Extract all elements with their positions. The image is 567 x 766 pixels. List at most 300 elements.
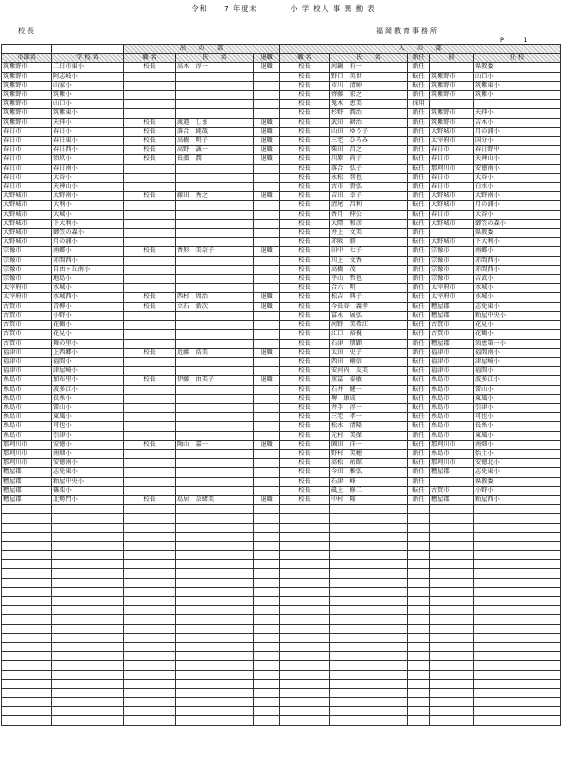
cell-out-name <box>176 367 254 376</box>
cell-in-post: 校長 <box>280 192 330 201</box>
cell-prev-school: 大谷小 <box>474 210 561 219</box>
cell-out-post <box>124 275 176 284</box>
cell-school: 粕屋中央小 <box>52 477 124 486</box>
cell-in-name: 赤阪 勝 <box>330 238 408 247</box>
table-row <box>2 348 561 357</box>
cell-in-post: 校長 <box>280 321 330 330</box>
cell-city: 大野城市 <box>2 238 52 247</box>
cell-in-post: 校長 <box>280 413 330 422</box>
cell-out-post: 校長 <box>124 63 176 72</box>
empty-row <box>2 670 561 679</box>
cell-in-post: 校長 <box>280 109 330 118</box>
cell-in-post: 校長 <box>280 394 330 403</box>
cell-prev-city: 筑紫野市 <box>430 109 474 118</box>
cell-city: 筑紫野市 <box>2 118 52 127</box>
empty-row <box>2 505 561 514</box>
cell-out-name <box>176 486 254 495</box>
cell-in-name: 野口 英世 <box>330 72 408 81</box>
cell-school: 長糸小 <box>52 394 124 403</box>
cell-out-post <box>124 413 176 422</box>
cell-prev-city: 糟屋郡 <box>430 302 474 311</box>
cell-in-type: 転任 <box>408 403 430 412</box>
table-row <box>2 265 561 274</box>
cell-prev-city: 那珂川市 <box>430 459 474 468</box>
cell-out-name <box>176 91 254 100</box>
cell-in-type: 転任 <box>408 155 430 164</box>
cell-out-type <box>254 385 280 394</box>
table-row <box>2 367 561 376</box>
cell-out-name: 西村 周治 <box>176 293 254 302</box>
cell-out-post <box>124 311 176 320</box>
cell-out-post <box>124 357 176 366</box>
cell-in-post: 校長 <box>280 127 330 136</box>
cell-out-post <box>124 238 176 247</box>
table-row <box>2 91 561 100</box>
empty-row <box>2 578 561 587</box>
cell-prev-city: 大野城市 <box>430 192 474 201</box>
cell-out-type <box>254 330 280 339</box>
cell-out-name <box>176 265 254 274</box>
cell-in-name: 冨永 展弘 <box>330 311 408 320</box>
cell-in-post: 校長 <box>280 449 330 458</box>
cell-in-type: 転任 <box>408 459 430 468</box>
cell-out-post <box>124 486 176 495</box>
cell-out-post: 校長 <box>124 348 176 357</box>
cell-prev-school: 粕屋西小 <box>474 495 561 504</box>
cell-prev-school: 下大利小 <box>474 238 561 247</box>
cell-in-type: 転任 <box>408 376 430 385</box>
cell-out-post: 校長 <box>124 293 176 302</box>
cell-prev-school: 引津小 <box>474 403 561 412</box>
cell-city: 古賀市 <box>2 330 52 339</box>
cell-school: 南畑小 <box>52 449 124 458</box>
cell-prev-school: 須恵第一小 <box>474 339 561 348</box>
cell-prev-city <box>430 477 474 486</box>
cell-in-type: 新任 <box>408 137 430 146</box>
cell-out-type: 退職 <box>254 63 280 72</box>
cell-in-type: 新任 <box>408 477 430 486</box>
cell-school: 小野小 <box>52 311 124 320</box>
cell-in-name: 太田 史子 <box>330 348 408 357</box>
cell-prev-city: 糟屋郡 <box>430 495 474 504</box>
cell-in-name: 大隈 和彦 <box>330 219 408 228</box>
cell-in-name: 元村 美保 <box>330 431 408 440</box>
cell-out-name <box>176 403 254 412</box>
cell-prev-city: 宗像市 <box>430 265 474 274</box>
cell-out-name <box>176 477 254 486</box>
cell-out-name <box>176 357 254 366</box>
empty-row <box>2 615 561 624</box>
cell-in-post: 校長 <box>280 376 330 385</box>
table-row <box>2 311 561 320</box>
cell-out-type: 退職 <box>254 348 280 357</box>
in-section-header: 入 の 部 <box>280 45 561 54</box>
cell-prev-city: 春日市 <box>430 183 474 192</box>
cell-prev-city: 太宰府市 <box>430 284 474 293</box>
cell-out-type <box>254 422 280 431</box>
cell-prev-city: 福津市 <box>430 348 474 357</box>
cell-prev-school: 東風小 <box>474 431 561 440</box>
cell-out-name: 香形 美奈子 <box>176 247 254 256</box>
cell-in-post: 校長 <box>280 275 330 284</box>
cell-city: 筑紫野市 <box>2 72 52 81</box>
cell-out-post: 校長 <box>124 302 176 311</box>
header-city: 市部名 <box>2 54 52 63</box>
empty-row <box>2 514 561 523</box>
cell-city: 大野城市 <box>2 210 52 219</box>
cell-in-type: 新任 <box>408 173 430 182</box>
cell-out-name <box>176 210 254 219</box>
table-row <box>2 183 561 192</box>
cell-in-type: 転任 <box>408 413 430 422</box>
cell-school: 志免東小 <box>52 468 124 477</box>
table-row <box>2 219 561 228</box>
cell-in-type: 転任 <box>408 302 430 311</box>
header-school: 学 校 名 <box>52 54 124 63</box>
empty-row <box>2 661 561 670</box>
cell-in-post: 校長 <box>280 403 330 412</box>
cell-out-post <box>124 468 176 477</box>
cell-out-name <box>176 422 254 431</box>
table-row <box>2 81 561 90</box>
cell-prev-city: 春日市 <box>430 210 474 219</box>
cell-city: 宗像市 <box>2 256 52 265</box>
cell-prev-city: 那珂川市 <box>430 164 474 173</box>
cell-in-post: 校長 <box>280 164 330 173</box>
cell-out-type: 退職 <box>254 293 280 302</box>
cell-prev-school: 小野小 <box>474 486 561 495</box>
cell-school: 福間小 <box>52 357 124 366</box>
cell-out-name <box>176 109 254 118</box>
cell-out-type <box>254 477 280 486</box>
cell-in-post: 校長 <box>280 293 330 302</box>
cell-prev-school: 波多江小 <box>474 376 561 385</box>
empty-row <box>2 541 561 550</box>
cell-city: 那珂川市 <box>2 449 52 458</box>
cell-out-name: 立石 新次 <box>176 302 254 311</box>
cell-city: 糟屋郡 <box>2 495 52 504</box>
cell-in-post: 校長 <box>280 238 330 247</box>
cell-out-name: 長濱 潤 <box>176 155 254 164</box>
table-row <box>2 63 561 72</box>
cell-in-post: 校長 <box>280 100 330 109</box>
cell-in-name: 武田 耕治 <box>330 118 408 127</box>
cell-prev-school: 白水小 <box>474 183 561 192</box>
cell-in-post: 校長 <box>280 422 330 431</box>
cell-out-type <box>254 109 280 118</box>
cell-school: 安徳南小 <box>52 459 124 468</box>
cell-in-post: 校長 <box>280 81 330 90</box>
cell-in-name: 石井 健一 <box>330 385 408 394</box>
cell-out-type <box>254 367 280 376</box>
table-row <box>2 173 561 182</box>
cell-prev-city: 春日市 <box>430 155 474 164</box>
cell-out-type: 退職 <box>254 247 280 256</box>
cell-school: 東風小 <box>52 413 124 422</box>
cell-out-name <box>176 449 254 458</box>
cell-out-post <box>124 91 176 100</box>
cell-city: 宗像市 <box>2 275 52 284</box>
cell-in-type: 新任 <box>408 229 430 238</box>
cell-prev-school: 御笠の森小 <box>474 219 561 228</box>
cell-out-post <box>124 72 176 81</box>
cell-out-type <box>254 459 280 468</box>
cell-out-name: 高木 淳一 <box>176 63 254 72</box>
cell-in-type: 転任 <box>408 394 430 403</box>
empty-row <box>2 606 561 615</box>
cell-in-name: 合六 明 <box>330 284 408 293</box>
table-row <box>2 238 561 247</box>
cell-prev-school: 福間小 <box>474 367 561 376</box>
cell-out-type <box>254 229 280 238</box>
cell-out-name <box>176 431 254 440</box>
cell-out-post <box>124 81 176 90</box>
cell-in-type: 転任 <box>408 219 430 228</box>
cell-prev-school: 長糸小 <box>474 422 561 431</box>
cell-prev-school: 県教委 <box>474 477 561 486</box>
cell-in-name: 平山 哲也 <box>330 275 408 284</box>
cell-in-type: 転任 <box>408 486 430 495</box>
cell-in-post: 校長 <box>280 173 330 182</box>
cell-in-type: 新任 <box>408 146 430 155</box>
cell-out-type <box>254 403 280 412</box>
cell-in-type: 新任 <box>408 127 430 136</box>
cell-in-name: 石津 峰 <box>330 477 408 486</box>
table-row <box>2 422 561 431</box>
cell-in-post: 校長 <box>280 367 330 376</box>
cell-prev-school: 花見小 <box>474 321 561 330</box>
cell-prev-city: 糟屋郡 <box>430 311 474 320</box>
cell-in-type: 転任 <box>408 385 430 394</box>
cell-in-post: 校長 <box>280 91 330 100</box>
cell-in-type: 転任 <box>408 440 430 449</box>
cell-in-post: 校長 <box>280 459 330 468</box>
cell-in-post: 校長 <box>280 477 330 486</box>
cell-out-type <box>254 394 280 403</box>
cell-prev-school: 福間南小 <box>474 348 561 357</box>
cell-prev-city: 糸島市 <box>430 385 474 394</box>
table-row <box>2 146 561 155</box>
cell-city: 古賀市 <box>2 311 52 320</box>
cell-out-type <box>254 238 280 247</box>
cell-in-type: 転任 <box>408 311 430 320</box>
empty-row <box>2 642 561 651</box>
transfer-table <box>1 44 561 726</box>
cell-in-name: 石津 朋顕 <box>330 339 408 348</box>
table-row <box>2 72 561 81</box>
cell-prev-city <box>430 63 474 72</box>
cell-city: 春日市 <box>2 164 52 173</box>
cell-in-type: 転任 <box>408 210 430 219</box>
cell-in-name: 松永 清隆 <box>330 422 408 431</box>
cell-prev-school: 南郷小 <box>474 247 561 256</box>
cell-prev-school: 月の浦小 <box>474 201 561 210</box>
cell-prev-school: 可也小 <box>474 413 561 422</box>
cell-in-post: 校長 <box>280 486 330 495</box>
empty-row <box>2 551 561 560</box>
cell-out-post: 校長 <box>124 118 176 127</box>
cell-school: 阿志岐小 <box>52 72 124 81</box>
cell-in-name: 井上 文美 <box>330 229 408 238</box>
cell-school: 北勢門小 <box>52 495 124 504</box>
cell-school: 加布里小 <box>52 376 124 385</box>
cell-city: 那珂川市 <box>2 459 52 468</box>
cell-in-type: 転任 <box>408 357 430 366</box>
table-row <box>2 155 561 164</box>
cell-in-post: 校長 <box>280 63 330 72</box>
cell-city: 糸島市 <box>2 413 52 422</box>
cell-out-type <box>254 164 280 173</box>
cell-in-post: 校長 <box>280 256 330 265</box>
table-row <box>2 468 561 477</box>
cell-out-name <box>176 339 254 348</box>
out-section-header: 出 の 部 <box>124 45 280 54</box>
cell-city: 春日市 <box>2 127 52 136</box>
cell-school: 南郷小 <box>52 247 124 256</box>
cell-in-name: 山田 ゆう子 <box>330 127 408 136</box>
cell-in-name: 齊藤 宏之 <box>330 91 408 100</box>
cell-out-type <box>254 256 280 265</box>
empty-row <box>2 587 561 596</box>
cell-prev-city: 太宰府市 <box>430 137 474 146</box>
cell-in-name: 杉野 潤治 <box>330 109 408 118</box>
cell-in-name: 砥上 修二 <box>330 486 408 495</box>
cell-out-type: 退職 <box>254 155 280 164</box>
page-number: P 1 <box>500 36 528 44</box>
cell-in-name: 松吉 典子 <box>330 293 408 302</box>
cell-in-type: 新任 <box>408 348 430 357</box>
table-row <box>2 256 561 265</box>
cell-out-type <box>254 357 280 366</box>
cell-prev-city: 糟屋郡 <box>430 468 474 477</box>
cell-city: 福津市 <box>2 357 52 366</box>
table-row <box>2 486 561 495</box>
header-in-name: 氏 名 <box>330 54 408 63</box>
cell-in-type: 新任 <box>408 247 430 256</box>
cell-out-post <box>124 459 176 468</box>
cell-out-name <box>176 385 254 394</box>
table-row <box>2 229 561 238</box>
cell-out-name <box>176 413 254 422</box>
cell-city: 糸島市 <box>2 431 52 440</box>
header-prev: 前 <box>430 54 474 63</box>
cell-city: 糟屋郡 <box>2 468 52 477</box>
cell-school: 大利小 <box>52 201 124 210</box>
cell-prev-city: 大野城市 <box>430 127 474 136</box>
cell-school: 天神山小 <box>52 183 124 192</box>
cell-out-post: 校長 <box>124 192 176 201</box>
cell-out-type: 退職 <box>254 192 280 201</box>
cell-in-type: 転任 <box>408 201 430 210</box>
empty-row <box>2 679 561 688</box>
cell-out-post <box>124 219 176 228</box>
cell-prev-school: 天神山小 <box>474 155 561 164</box>
cell-city: 大野城市 <box>2 229 52 238</box>
cell-out-post <box>124 431 176 440</box>
cell-out-type <box>254 275 280 284</box>
cell-in-type: 新任 <box>408 431 430 440</box>
cell-prev-city: 糟屋郡 <box>430 339 474 348</box>
cell-out-type <box>254 431 280 440</box>
cell-out-type <box>254 284 280 293</box>
cell-city: 那珂川市 <box>2 440 52 449</box>
header-prev-school: 任 校 <box>474 54 561 63</box>
empty-row <box>2 597 561 606</box>
cell-prev-city: 筑紫野市 <box>430 72 474 81</box>
cell-in-name: 西田 剛信 <box>330 357 408 366</box>
table-row <box>2 321 561 330</box>
cell-city: 春日市 <box>2 146 52 155</box>
cell-out-name <box>176 284 254 293</box>
cell-prev-city: 筑紫野市 <box>430 118 474 127</box>
cell-in-type: 転任 <box>408 422 430 431</box>
cell-in-post: 校長 <box>280 210 330 219</box>
cell-out-post <box>124 100 176 109</box>
cell-out-name <box>176 311 254 320</box>
cell-city: 古賀市 <box>2 302 52 311</box>
cell-in-name: 清尾 昌利 <box>330 201 408 210</box>
cell-out-type <box>254 201 280 210</box>
cell-out-post <box>124 109 176 118</box>
cell-in-name: 今田 雅弘 <box>330 468 408 477</box>
cell-prev-school: 志免東小 <box>474 468 561 477</box>
cell-prev-school: 国分小 <box>474 137 561 146</box>
cell-out-type: 退職 <box>254 376 280 385</box>
cell-out-type <box>254 486 280 495</box>
table-row <box>2 118 561 127</box>
cell-school: 津屋崎小 <box>52 367 124 376</box>
cell-prev-city: 春日市 <box>430 146 474 155</box>
cell-in-type: 新任 <box>408 284 430 293</box>
cell-prev-city <box>430 229 474 238</box>
cell-prev-city: 古賀市 <box>430 330 474 339</box>
table-row <box>2 284 561 293</box>
cell-in-post: 校長 <box>280 330 330 339</box>
cell-in-post: 校長 <box>280 146 330 155</box>
table-row <box>2 431 561 440</box>
cell-city: 糸島市 <box>2 376 52 385</box>
cell-in-name: 川上 文香 <box>330 256 408 265</box>
cell-out-type: 退職 <box>254 440 280 449</box>
cell-out-post <box>124 256 176 265</box>
cell-out-post <box>124 284 176 293</box>
cell-out-type <box>254 81 280 90</box>
cell-in-name: 永松 智也 <box>330 173 408 182</box>
cell-out-post: 校長 <box>124 146 176 155</box>
cell-prev-city: 福津市 <box>430 357 474 366</box>
empty-row <box>2 688 561 697</box>
cell-in-post: 校長 <box>280 137 330 146</box>
cell-in-post: 校長 <box>280 72 330 81</box>
cell-in-type: 新任 <box>408 256 430 265</box>
cell-prev-school: 水城小 <box>474 293 561 302</box>
header-in-type: 新任 <box>408 54 430 63</box>
cell-prev-city: 大野城市 <box>430 238 474 247</box>
cell-prev-city: 筑紫野市 <box>430 81 474 90</box>
cell-out-name <box>176 219 254 228</box>
cell-in-post: 校長 <box>280 201 330 210</box>
table-row <box>2 413 561 422</box>
cell-prev-city: 太宰府市 <box>430 293 474 302</box>
cell-in-name: 野村 美穂 <box>330 449 408 458</box>
cell-prev-city: 福津市 <box>430 367 474 376</box>
cell-city: 福津市 <box>2 367 52 376</box>
table-row <box>2 100 561 109</box>
cell-in-name: 柴田 昌之 <box>330 146 408 155</box>
table-row <box>2 394 561 403</box>
cell-out-post <box>124 385 176 394</box>
header-out-type: 退職 <box>254 54 280 63</box>
